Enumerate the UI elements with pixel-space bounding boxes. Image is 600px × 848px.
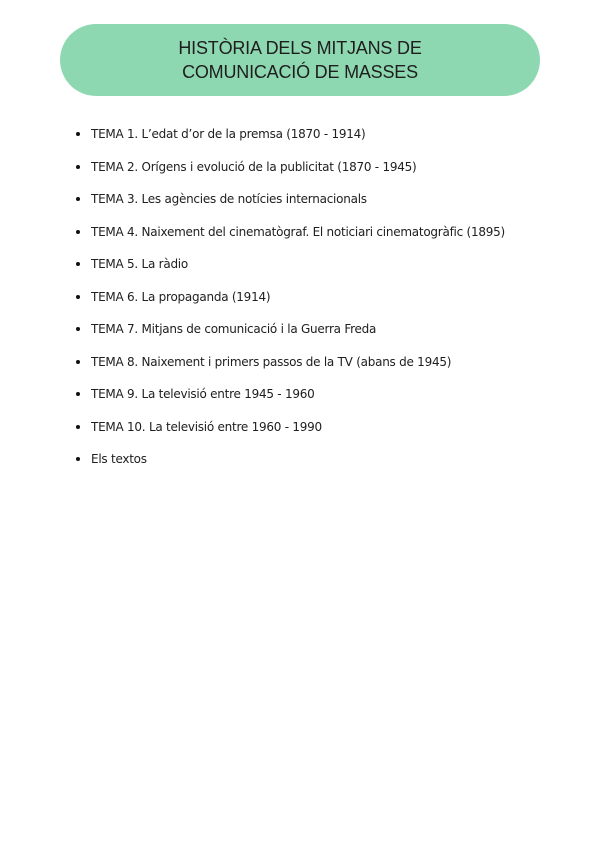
topic-item-7 [74, 313, 534, 346]
bullet-icon [76, 165, 80, 169]
topic-list [74, 118, 534, 476]
bullet-icon [76, 425, 80, 429]
topic-item-4 [74, 216, 534, 249]
bullet-icon [76, 392, 80, 396]
topic-item-6 [74, 281, 534, 314]
topic-item-9 [74, 378, 534, 411]
title-line-2: COMUNICACIÓ DE MASSES [182, 62, 418, 82]
topic-item-1 [74, 118, 534, 151]
topic-text: TEMA 2. Orígens i evolució de la publicitat (1870 - 1945) [91, 159, 417, 174]
topic-text: TEMA 10. La televisió entre 1960 - 1990 [91, 419, 322, 434]
topic-text: TEMA 8. Naixement i primers passos de la TV (abans de 1945) [91, 354, 452, 369]
topic-item-8 [74, 346, 534, 379]
bullet-icon [76, 230, 80, 234]
title-line-1: HISTÒRIA DELS MITJANS DE [178, 38, 422, 58]
topic-item-11 [74, 443, 534, 476]
bullet-icon [76, 197, 80, 201]
title-banner [60, 24, 540, 96]
topic-text: TEMA 1. L’edat d’or de la premsa (1870 - 1914) [91, 127, 366, 141]
topic-text: TEMA 9. La televisió entre 1945 - 1960 [91, 387, 315, 401]
topic-item-2 [74, 151, 534, 184]
topic-item-3 [74, 183, 534, 216]
topic-item-10 [74, 411, 534, 444]
bullet-icon [76, 327, 80, 331]
topic-item-5 [74, 248, 534, 281]
bullet-icon [76, 132, 80, 136]
bullet-icon [76, 295, 80, 299]
topic-text: TEMA 7. Mitjans de comunicació i la Guerra Freda [91, 322, 377, 336]
topic-text: TEMA 4. Naixement del cinematògraf. El noticiari cinematogràfic (1895) [91, 224, 505, 239]
bullet-icon [76, 360, 80, 364]
bullet-icon [76, 262, 80, 266]
topic-text: TEMA 5. La ràdio [91, 257, 188, 271]
bullet-icon [76, 457, 80, 461]
topic-text: Els textos [91, 452, 147, 466]
topic-text: TEMA 6. La propaganda (1914) [91, 289, 271, 304]
topic-text: TEMA 3. Les agències de notícies internacionals [91, 192, 367, 206]
